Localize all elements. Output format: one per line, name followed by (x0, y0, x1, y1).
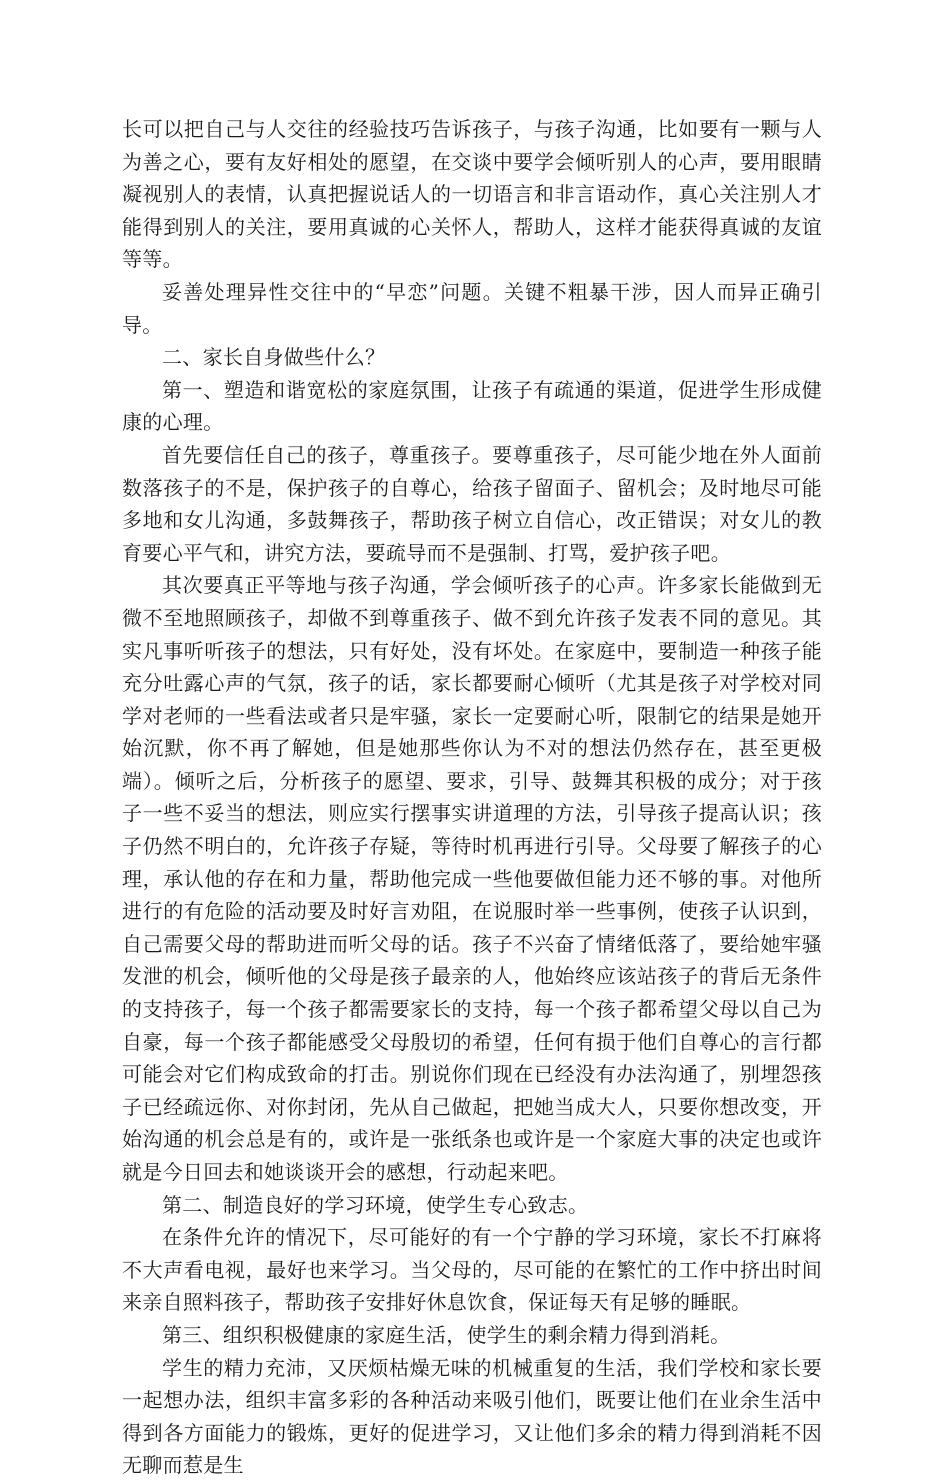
paragraph-point-one-heading: 第一、塑造和谐宽松的家庭氛围，让孩子有疏通的渠道，促进学生形成健康的心理。 (122, 377, 822, 435)
paragraph-study-environment: 在条件允许的情况下，尽可能好的有一个宁静的学习环境，家长不打麻将不大声看电视，最好也来学习。当父母的，尽可能的在繁忙的工作中挤出时间来亲自照料孩子，帮助孩子安排好休息饮食，保证每天有足够的睡眠。 (122, 1225, 822, 1315)
paragraph-trust-respect: 首先要信任自己的孩子，尊重孩子。要尊重孩子，尽可能少地在外人面前数落孩子的不是，保护孩子的自尊心，给孩子留面子、留机会；及时地尽可能多地和女儿沟通，多鼓舞孩子，帮助孩子树立自信心，改正错误；对女儿的教育要心平气和，讲究方法，要疏导而不是强制、打骂，爱护孩子吧。 (122, 442, 822, 565)
paragraph-point-two-heading: 第二、制造良好的学习环境，使学生专心致志。 (162, 1192, 589, 1217)
paragraph-early-romance: 妥善处理异性交往中的“早恋”问题。关键不粗暴干涉，因人而异正确引导。 (122, 279, 822, 337)
paragraph-friendship-advice: 长可以把自己与人交往的经验技巧告诉孩子，与孩子沟通，比如要有一颗与人为善之心，要有友好相处的愿望，在交谈中要学会倾听别人的心声，要用眼睛凝视别人的表情，认真把握说话人的一切语言和非言语动作，真心关注别人才能得到别人的关注，要用真诚的心关怀人，帮助人，这样才能获得真诚的友谊等等。 (122, 117, 822, 272)
paragraph-point-three-heading: 第三、组织积极健康的家庭生活，使学生的剩余精力得到消耗。 (162, 1322, 731, 1347)
document-page (122, 113, 822, 1482)
paragraph-equal-communication: 其次要真正平等地与孩子沟通，学会倾听孩子的心声。许多家长能做到无微不至地照顾孩子，却做不到尊重孩子、做不到允许孩子发表不同的意见。其实凡事听听孩子的想法，只有好处，没有坏处。在家庭中，要制造一种孩子能充分吐露心声的气氛，孩子的话，家长都要耐心倾听（尤其是孩子对学校对同学对老师的一些看法或者只是牢骚，家长一定要耐心听，限制它的结果是她开始沉默，你不再了解她，但是她那些你认为不对的想法仍然存在，甚至更极端）。倾听之后，分析孩子的愿望、要求，引导、鼓舞其积极的成分；对于孩子一些不妥当的想法，则应实行摆事实讲道理的方法，引导孩子提高认识；孩子仍然不明白的，允许孩子存疑，等待时机再进行引导。父母要了解孩子的心理，承认他的存在和力量，帮助他完成一些他要做但能力还不够的事。对他所进行的有危险的活动要及时好言劝阻，在说服时举一些事例，使孩子认识到，自己需要父母的帮助进而听父母的话。孩子不兴奋了情绪低落了，要给她牢骚发泄的机会，倾听他的父母是孩子最亲的人，他始终应该站孩子的背后无条件的支持孩子，每一个孩子都需要家长的支持，每一个孩子都希望父母以自己为自豪，每一个孩子都能感受父母殷切的希望，任何有损于他们自尊心的言行都可能会对它们构成致命的打击。别说你们现在已经没有办法沟通了，别埋怨孩子已经疏远你、对你封闭，先从自己做起，把她当成大人，只要你想改变，开始沟通的机会总是有的，或许是一张纸条也或许是一个家庭大事的决定也或许就是今日回去和她谈谈开会的感想，行动起来吧。 (122, 573, 822, 1184)
section-heading-parents: 二、家长自身做些什么？ (162, 345, 386, 370)
paragraph-family-activities: 学生的精力充沛，又厌烦枯燥无味的机械重复的生活，我们学校和家长要一起想办法，组织丰富多彩的各种活动来吸引他们，既要让他们在业余生活中得到各方面能力的锻炼，更好的促进学习，又让他们多余的精力得到消耗不因无聊而惹是生 (122, 1355, 822, 1478)
